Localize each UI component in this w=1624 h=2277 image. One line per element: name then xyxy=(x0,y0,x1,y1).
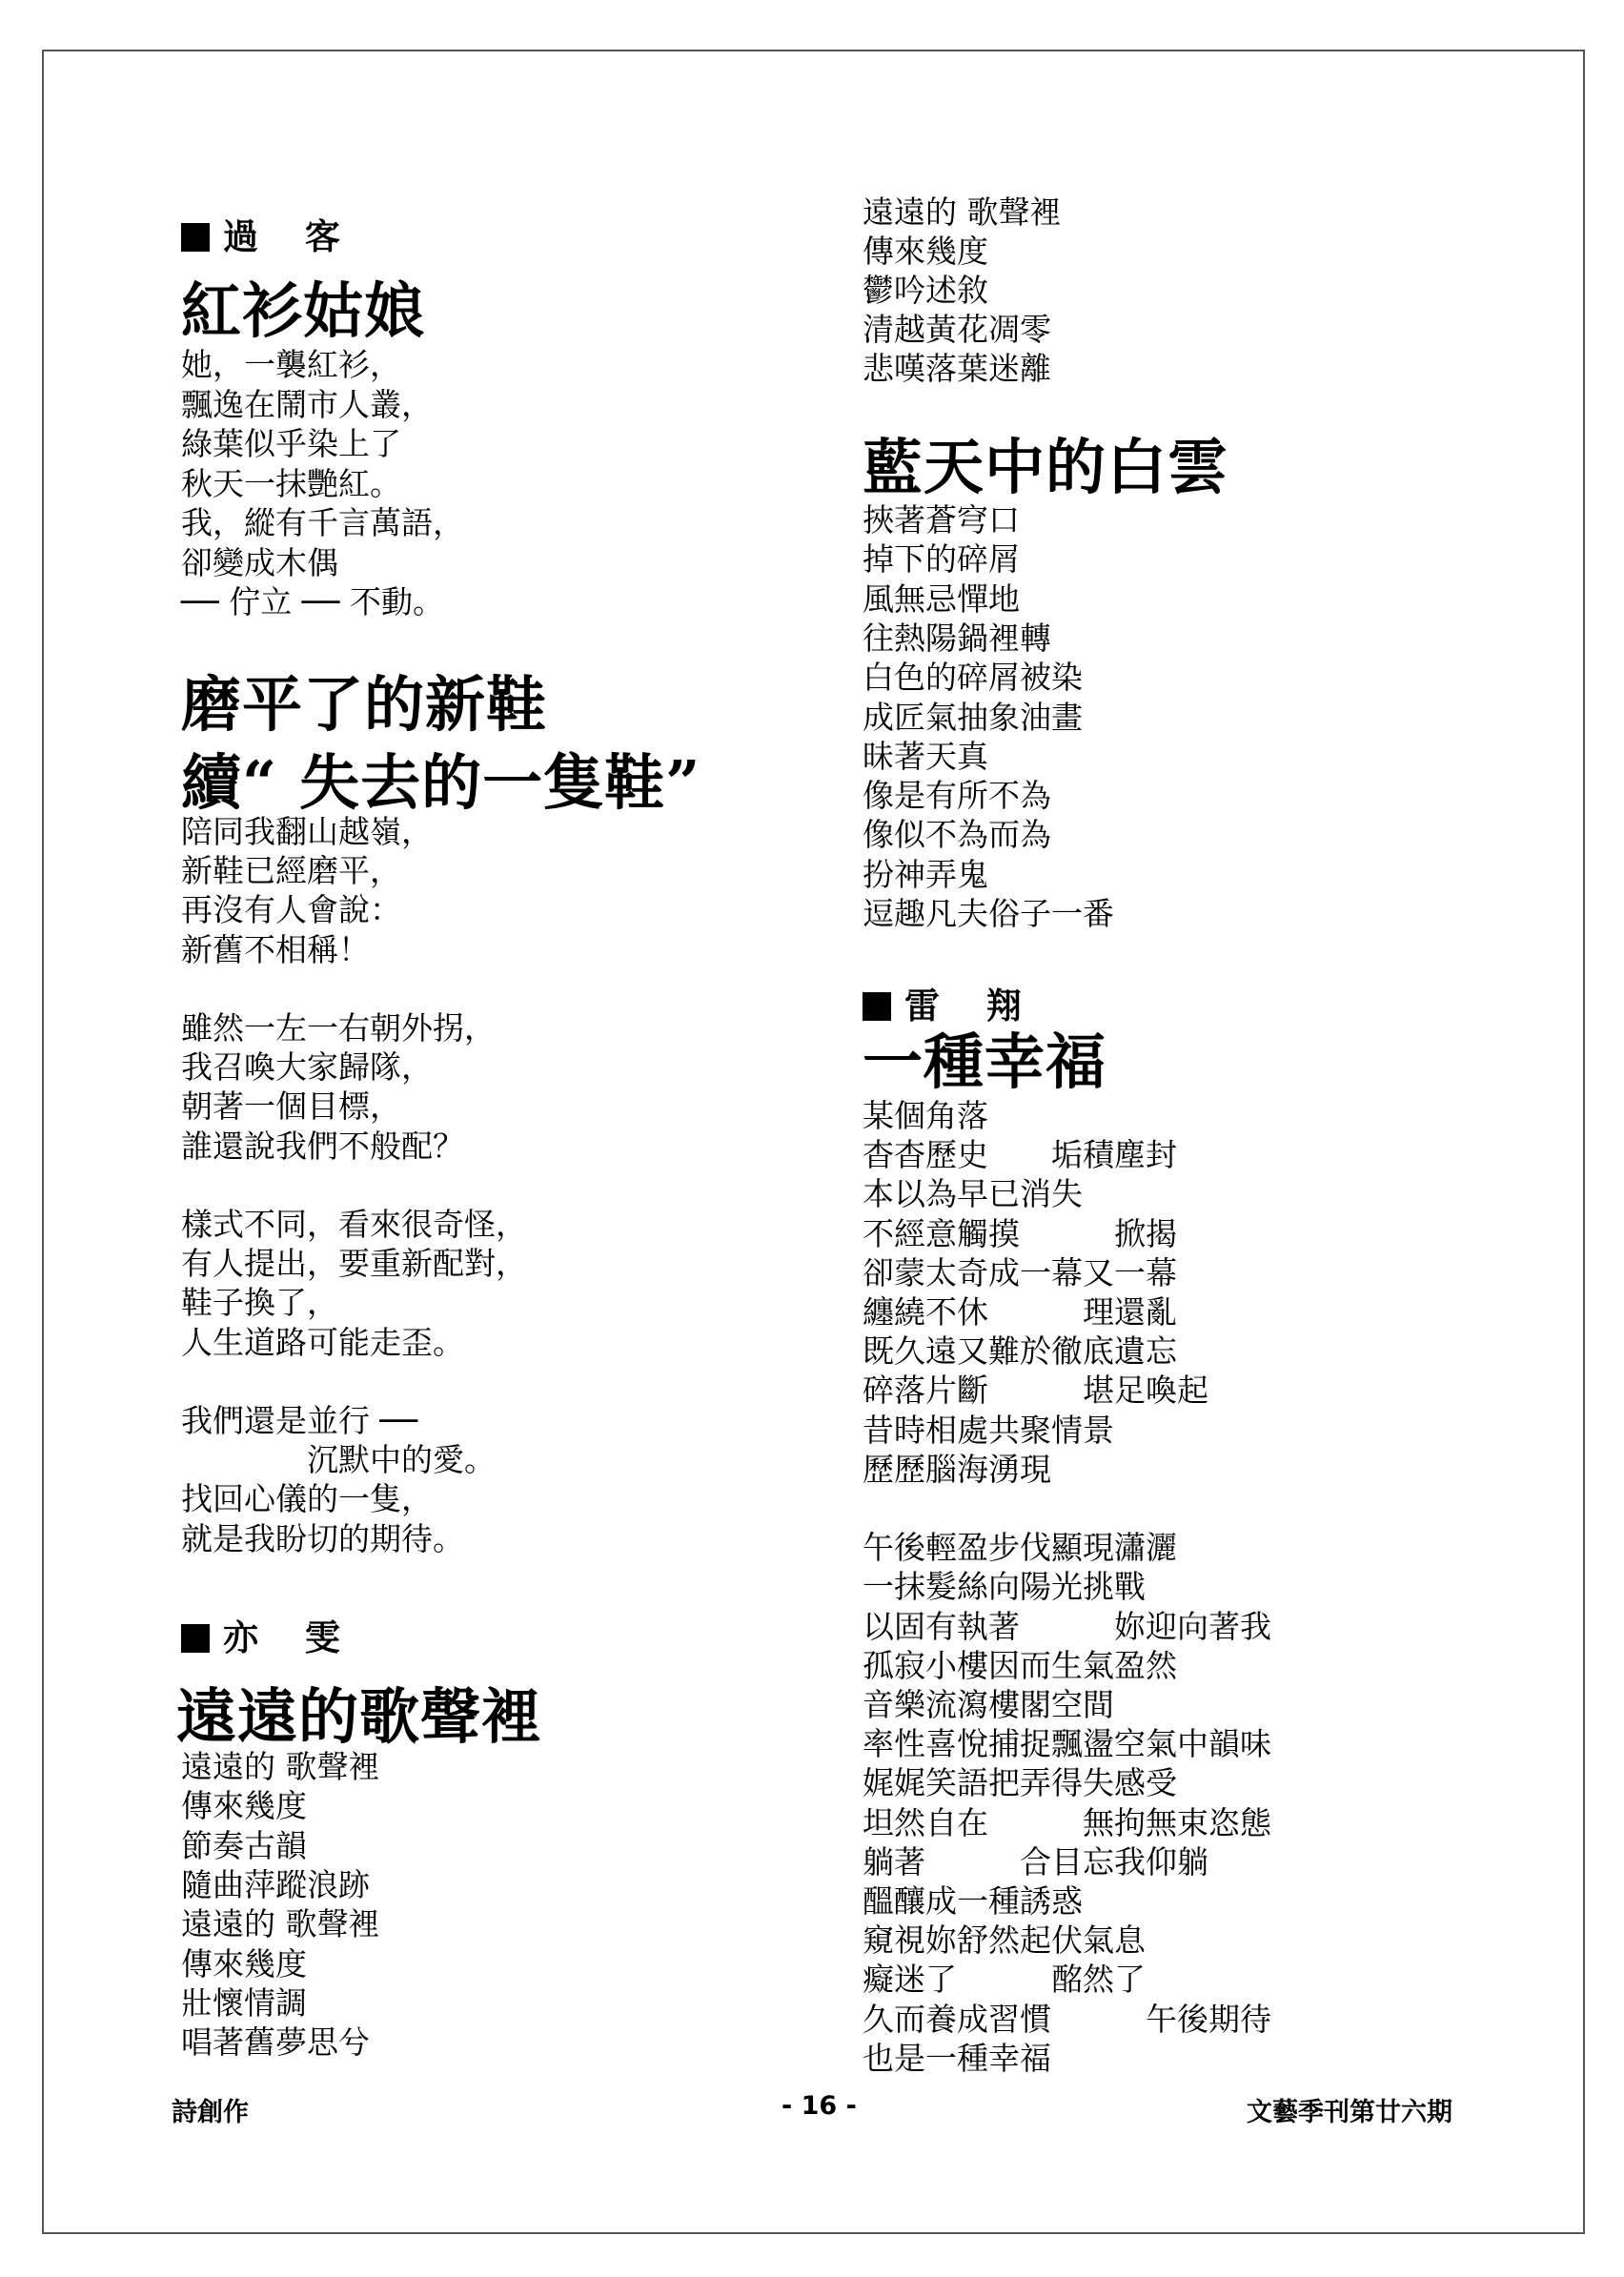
poem-line: 綠葉似乎染上了 xyxy=(181,425,401,462)
poem-title: 磨平了的新鞋 xyxy=(181,669,547,740)
poem-line: 她，一襲紅衫， xyxy=(181,346,401,383)
poem-line: 誰還說我們不般配？ xyxy=(181,1127,464,1165)
poem-line: 癡迷了 酩然了 xyxy=(863,1961,1146,1999)
poem-line: 午後輕盈步伐顯現瀟灑 xyxy=(863,1529,1177,1567)
poem-line: 昧著天真 xyxy=(863,737,988,775)
poem-line: 雖然一左一右朝外拐， xyxy=(181,1009,496,1047)
poem-line: 鬱吟述敘 xyxy=(863,272,988,309)
poem-line: 一抹髮絲向陽光挑戰 xyxy=(863,1568,1146,1606)
poem-line: 朝著一個目標， xyxy=(181,1088,401,1126)
poem-line: 躺著 合目忘我仰躺 xyxy=(863,1842,1208,1881)
poem-line: 窺視妳舒然起伏氣息 xyxy=(863,1921,1146,1960)
poem-line: 坦然自在 無拘無束恣態 xyxy=(863,1803,1271,1841)
poem-subtitle: 續“ 失去的一隻鞋” xyxy=(181,747,701,818)
poem-line: 遠遠的 歌聲裡 xyxy=(181,1748,380,1785)
poem-line: 杳杳歷史 垢積塵封 xyxy=(863,1136,1177,1174)
poem-line: 飄逸在鬧市人叢， xyxy=(181,385,433,423)
poem-line: 像是有所不為 xyxy=(863,777,1051,815)
poem-line: 往熱陽鍋裡轉 xyxy=(863,619,1051,657)
footer-page-number: - 16 - xyxy=(782,2091,857,2121)
poem-line: 娓娓笑語把弄得失感受 xyxy=(863,1764,1177,1802)
poem-line: 再沒有人會說： xyxy=(181,891,401,929)
poem-line: 新舊不相稱！ xyxy=(181,930,370,968)
poem-line: 扮神弄鬼 xyxy=(863,855,988,893)
poem-line: ── 佇立 ── 不動。 xyxy=(181,583,444,620)
author-name: 過 客 xyxy=(223,215,357,257)
poem-line: 孤寂小樓因而生氣盈然 xyxy=(863,1646,1177,1684)
footer-publication: 文藝季刊第廿六期 xyxy=(1247,2098,1452,2127)
poem-line: 久而養成習慣 午後期待 xyxy=(863,2000,1271,2038)
poem-line: 壯懷情調 xyxy=(181,1983,307,2022)
poem-line: 卻變成木偶 xyxy=(181,543,338,581)
poem-line: 風無忌憚地 xyxy=(863,579,1020,618)
poem-title: 一種幸福 xyxy=(863,1027,1106,1097)
poem-line: 悲嘆落葉迷離 xyxy=(863,350,1051,387)
square-bullet-icon xyxy=(181,1624,210,1653)
poem-line: 成匠氣抽象油畫 xyxy=(863,698,1083,736)
poem-line: 歷歷腦海湧現 xyxy=(863,1450,1051,1488)
poem-line: 纏繞不休 理還亂 xyxy=(863,1293,1177,1331)
poem-line: 傳來幾度 xyxy=(863,233,988,270)
square-bullet-icon xyxy=(863,992,891,1021)
poem-line: 我們還是並行 ── xyxy=(181,1402,418,1439)
author-heading xyxy=(181,1609,357,1660)
poem-line: 節奏古韻 xyxy=(181,1826,307,1864)
poem-line: 有人提出，要重新配對， xyxy=(181,1245,527,1283)
poem-line: 傳來幾度 xyxy=(181,1944,307,1982)
poem-line: 隨曲萍蹤浪跡 xyxy=(181,1865,370,1903)
poem-line: 逗趣凡夫俗子一番 xyxy=(863,895,1114,932)
poem-line: 挾著蒼穹口 xyxy=(863,501,1020,539)
poem-line: 白色的碎屑被染 xyxy=(863,659,1083,697)
poem-line: 不經意觸摸 掀揭 xyxy=(863,1214,1177,1252)
poem-line: 本以為早已消失 xyxy=(863,1175,1083,1213)
poem-line: 率性喜悅捕捉飄盪空氣中韻味 xyxy=(863,1725,1271,1763)
poem-line: 掉下的碎屑 xyxy=(863,540,1020,579)
poem-line: 我，縱有千言萬語， xyxy=(181,504,464,541)
poem-line: 音樂流瀉樓閣空間 xyxy=(863,1686,1114,1723)
poem-title: 紅衫姑娘 xyxy=(181,275,425,346)
poem-line: 以固有執著 妳迎向著我 xyxy=(863,1607,1271,1645)
poem-line: 某個角落 xyxy=(863,1097,988,1134)
poem-line: 醞釀成一種誘惑 xyxy=(863,1882,1083,1920)
author-name: 雷 翔 xyxy=(904,985,1039,1027)
poem-line: 新鞋已經磨平， xyxy=(181,852,401,890)
author-name: 亦 雯 xyxy=(223,1616,357,1658)
poem-line: 傳來幾度 xyxy=(181,1787,307,1825)
author-heading xyxy=(181,208,357,259)
poem-line: 清越黃花凋零 xyxy=(863,311,1051,348)
poem-line: 遠遠的 歌聲裡 xyxy=(863,193,1062,231)
poem-line: 也是一種幸福 xyxy=(863,2039,1051,2077)
poem-line: 鞋子換了， xyxy=(181,1284,338,1322)
poem-title: 藍天中的白雲 xyxy=(863,432,1228,502)
poem-line: 昔時相處共聚情景 xyxy=(863,1411,1114,1449)
poem-title: 遠遠的歌聲裡 xyxy=(176,1681,542,1752)
poem-line: 樣式不同，看來很奇怪， xyxy=(181,1206,527,1243)
poem-line: 陪同我翻山越嶺， xyxy=(181,813,433,850)
poem-line: 遠遠的 歌聲裡 xyxy=(181,1905,380,1943)
footer-section-label: 詩創作 xyxy=(172,2098,249,2127)
square-bullet-icon xyxy=(181,223,210,252)
poem-line: 人生道路可能走歪。 xyxy=(181,1323,464,1361)
poem-line: 就是我盼切的期待。 xyxy=(181,1519,464,1557)
poem-line: 碎落片斷 堪足喚起 xyxy=(863,1372,1208,1410)
poem-line: 唱著舊夢思兮 xyxy=(181,2023,370,2062)
author-heading xyxy=(863,977,1039,1028)
poem-line: 像似不為而為 xyxy=(863,816,1051,854)
poem-line: 沉默中的愛。 xyxy=(181,1441,496,1479)
poem-line: 我召喚大家歸隊， xyxy=(181,1048,433,1087)
poem-line: 秋天一抹艷紅。 xyxy=(181,464,401,502)
poem-line: 既久遠又難於徹底遺忘 xyxy=(863,1332,1177,1371)
poem-line: 找回心儀的一隻， xyxy=(181,1480,433,1518)
poem-line: 卻蒙太奇成一幕又一幕 xyxy=(863,1253,1177,1291)
